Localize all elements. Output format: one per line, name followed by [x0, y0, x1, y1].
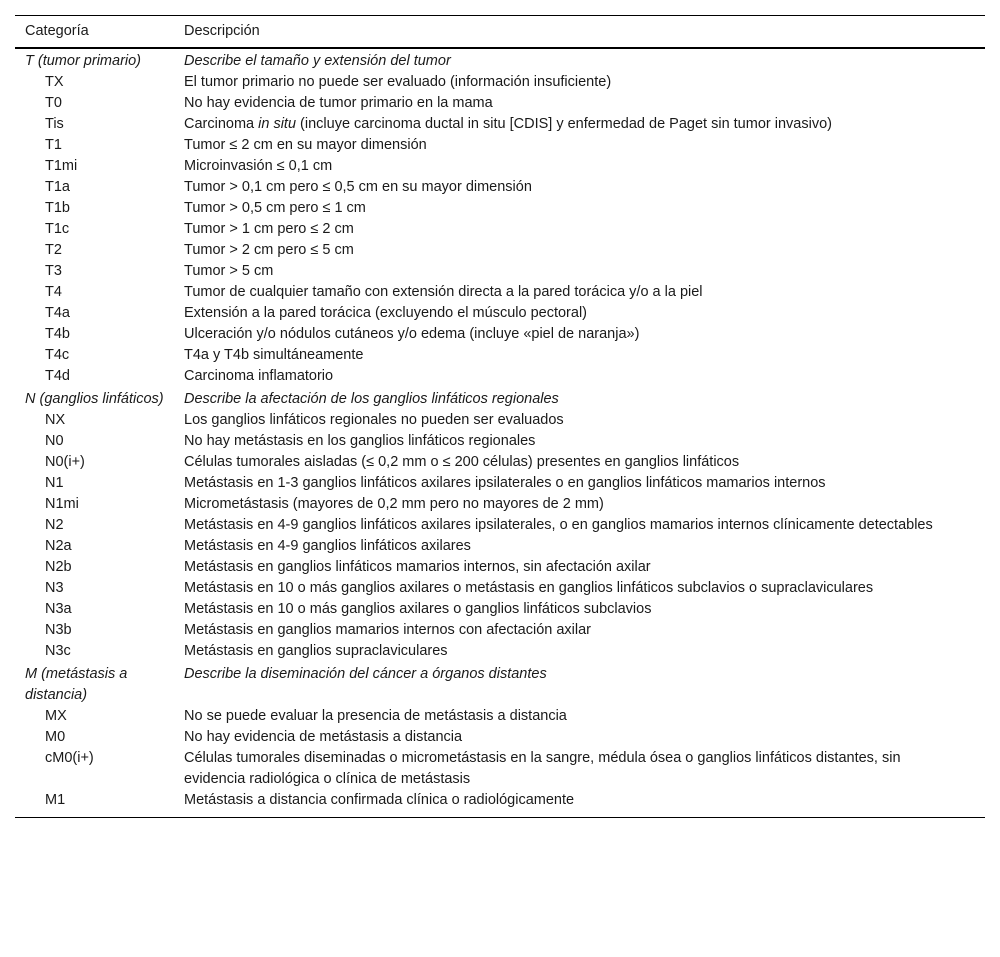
- row-code: N1mi: [45, 496, 79, 512]
- row-code: T1: [45, 137, 62, 153]
- row-description: Metástasis en ganglios supraclaviculares: [184, 643, 448, 659]
- table-row: [15, 536, 985, 557]
- row-description: No se puede evaluar la presencia de metástasis a distancia: [184, 708, 567, 724]
- row-description: No hay evidencia de metástasis a distancia: [184, 729, 463, 745]
- table-row: [15, 557, 985, 578]
- row-code: N0(i+): [45, 454, 85, 470]
- row-description: Tumor de cualquier tamaño con extensión directa a la pared torácica y/o a la piel: [184, 284, 703, 300]
- row-code: T4: [45, 284, 62, 300]
- table-row: [15, 177, 985, 198]
- row-code: T1a: [45, 179, 70, 195]
- table-row: [15, 790, 985, 818]
- row-description: Metástasis en 10 o más ganglios axilares o ganglios linfáticos subclavios: [184, 601, 652, 617]
- group-row-t: [15, 48, 985, 72]
- row-code: Tis: [45, 116, 64, 132]
- row-code: NX: [45, 412, 66, 428]
- row-code: N3b: [45, 622, 72, 638]
- row-code: N0: [45, 433, 64, 449]
- table-row: [15, 219, 985, 240]
- table-body: [15, 48, 985, 818]
- row-code: T2: [45, 242, 62, 258]
- group-category: M (metástasis a distancia): [25, 666, 128, 703]
- tnm-classification-table-container: [15, 15, 985, 818]
- row-description-pre: Carcinoma: [184, 116, 259, 132]
- table-header: [15, 16, 985, 49]
- group-category: N (ganglios linfáticos): [25, 391, 164, 407]
- table-row: [15, 261, 985, 282]
- row-code: T1mi: [45, 158, 78, 174]
- row-description: Tumor ≤ 2 cm en su mayor dimensión: [184, 137, 427, 153]
- row-description: Micrometástasis (mayores de 0,2 mm pero no mayores de 2 mm): [184, 496, 604, 512]
- row-description: Metástasis en ganglios linfáticos mamarios internos, sin afectación axilar: [184, 559, 651, 575]
- row-code: N2: [45, 517, 64, 533]
- table-row: [15, 620, 985, 641]
- row-description: Metástasis a distancia confirmada clínica o radiológicamente: [184, 792, 575, 808]
- table-row: [15, 410, 985, 431]
- table-row: [15, 748, 985, 790]
- row-description: El tumor primario no puede ser evaluado (información insuficiente): [184, 74, 612, 90]
- header-row: [15, 16, 985, 49]
- table-row: [15, 345, 985, 366]
- table-row: [15, 431, 985, 452]
- table-row: [15, 135, 985, 156]
- row-code: TX: [45, 74, 64, 90]
- row-description: Los ganglios linfáticos regionales no pueden ser evaluados: [184, 412, 564, 428]
- table-row: [15, 156, 985, 177]
- row-code: M1: [45, 792, 66, 808]
- row-code: T1c: [45, 221, 70, 237]
- row-description: Tumor > 0,1 cm pero ≤ 0,5 cm en su mayor dimensión: [184, 179, 532, 195]
- table-row: [15, 706, 985, 727]
- row-code: N2a: [45, 538, 72, 554]
- row-description: No hay evidencia de tumor primario en la mama: [184, 95, 493, 111]
- row-description: Metástasis en 4-9 ganglios linfáticos axilares ipsilaterales, o en ganglios mamarios internos clínicamente detectables: [184, 517, 933, 533]
- group-row-n: [15, 387, 985, 410]
- table-row: [15, 473, 985, 494]
- row-description: Metástasis en 4-9 ganglios linfáticos axilares: [184, 538, 471, 554]
- row-description: Tumor > 1 cm pero ≤ 2 cm: [184, 221, 354, 237]
- table-row: [15, 452, 985, 473]
- table-row: [15, 198, 985, 219]
- row-description: Carcinoma inflamatorio: [184, 368, 334, 384]
- row-code: T1b: [45, 200, 70, 216]
- row-description-post: (incluye carcinoma ductal in situ [CDIS] y enfermedad de Paget sin tumor invasivo): [296, 116, 832, 132]
- row-code: N3a: [45, 601, 72, 617]
- row-description: Células tumorales diseminadas o micrometástasis en la sangre, médula ósea o ganglios linfáticos distantes, sin evidencia radiológica o clínica de metástasis: [184, 750, 901, 787]
- table-row: [15, 599, 985, 620]
- table-row: [15, 324, 985, 345]
- table-row: [15, 366, 985, 387]
- tnm-classification-table: [15, 15, 985, 818]
- row-description: Ulceración y/o nódulos cutáneos y/o edema (incluye «piel de naranja»): [184, 326, 640, 342]
- row-code: MX: [45, 708, 67, 724]
- table-row: [15, 494, 985, 515]
- group-category: T (tumor primario): [25, 53, 142, 69]
- table-row: [15, 515, 985, 536]
- table-row: [15, 303, 985, 324]
- table-row: [15, 727, 985, 748]
- row-code: T4d: [45, 368, 70, 384]
- row-code: T4b: [45, 326, 70, 342]
- row-code: N2b: [45, 559, 72, 575]
- row-code: N3: [45, 580, 64, 596]
- row-code: N1: [45, 475, 64, 491]
- group-description: Describe el tamaño y extensión del tumor: [184, 53, 451, 69]
- group-description: Describe la afectación de los ganglios linfáticos regionales: [184, 391, 559, 407]
- row-description: Metástasis en ganglios mamarios internos con afectación axilar: [184, 622, 592, 638]
- table-row: [15, 578, 985, 599]
- header-description: Descripción: [184, 23, 260, 39]
- table-row: [15, 93, 985, 114]
- table-row: [15, 114, 985, 135]
- row-code: M0: [45, 729, 66, 745]
- row-description: Tumor > 0,5 cm pero ≤ 1 cm: [184, 200, 366, 216]
- row-description: Tumor > 5 cm: [184, 263, 274, 279]
- row-description: No hay metástasis en los ganglios linfáticos regionales: [184, 433, 536, 449]
- row-description: Metástasis en 10 o más ganglios axilares o metástasis en ganglios linfáticos subclavios o supraclaviculares: [184, 580, 874, 596]
- table-row: [15, 641, 985, 662]
- row-code: N3c: [45, 643, 71, 659]
- row-code: T0: [45, 95, 62, 111]
- group-description: Describe la diseminación del cáncer a órganos distantes: [184, 666, 547, 682]
- group-row-m: [15, 662, 985, 706]
- row-description: T4a y T4b simultáneamente: [184, 347, 364, 363]
- row-code: T4a: [45, 305, 70, 321]
- row-code: cM0(i+): [45, 750, 94, 766]
- row-description: [184, 114, 985, 135]
- row-description: Metástasis en 1-3 ganglios linfáticos axilares ipsilaterales o en ganglios linfáticos mamarios internos: [184, 475, 826, 491]
- row-description: Células tumorales aisladas (≤ 0,2 mm o ≤ 200 células) presentes en ganglios linfáticos: [184, 454, 740, 470]
- row-code: T4c: [45, 347, 70, 363]
- table-row: [15, 240, 985, 261]
- row-description: Microinvasión ≤ 0,1 cm: [184, 158, 333, 174]
- row-description-em: in situ: [258, 116, 297, 132]
- header-category: Categoría: [25, 23, 89, 39]
- row-code: T3: [45, 263, 62, 279]
- table-row: [15, 72, 985, 93]
- row-description: Tumor > 2 cm pero ≤ 5 cm: [184, 242, 354, 258]
- table-row: [15, 282, 985, 303]
- row-description: Extensión a la pared torácica (excluyendo el músculo pectoral): [184, 305, 587, 321]
